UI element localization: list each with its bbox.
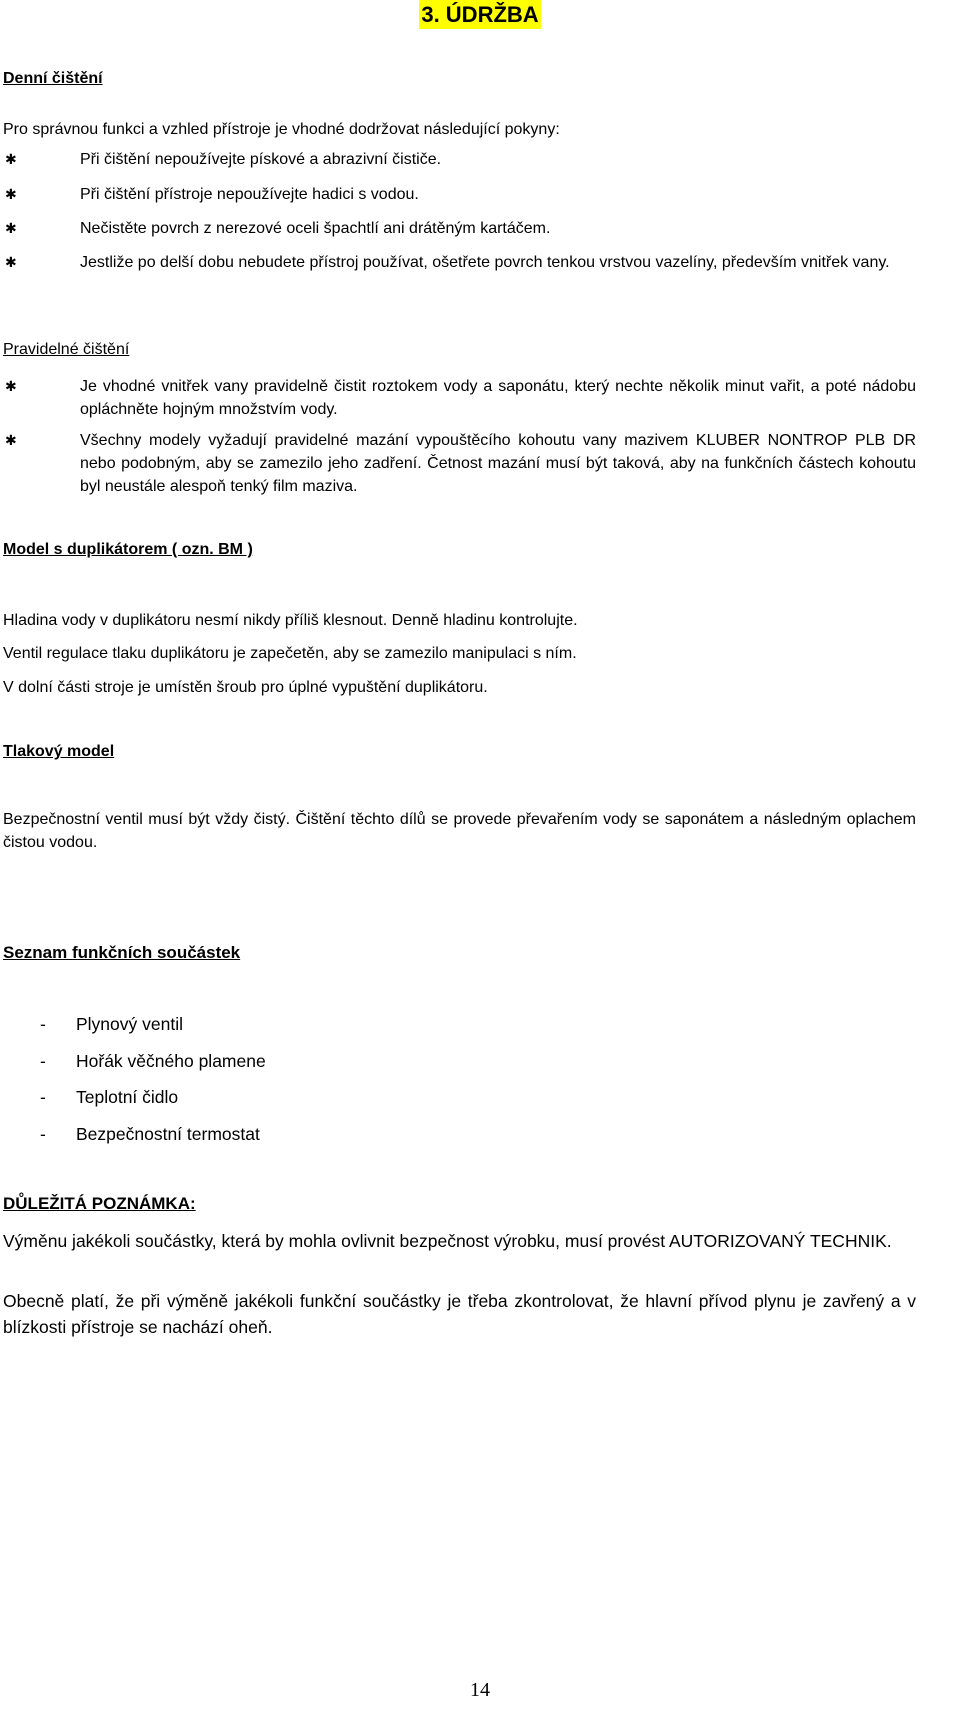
note-paragraph: Obecně platí, že při výměně jakékoli funkční součástky je třeba zkontrolovat, že hlavní přívod plynu je zavřený a v blízkosti přístroje se nachází oheň. — [3, 1291, 916, 1337]
bullet-star-icon: ✱ — [5, 254, 17, 270]
pressure-text: Bezpečnostní ventil musí být vždy čistý. Čištění těchto dílů se provede převařením vody se saponátem a následným oplachem čistou vodou. — [3, 811, 916, 851]
list-item: ✱ Všechny modely vyžadují pravidelné mazání vypouštěcího kohoutu vany mazivem KLUBER NONTROP PLB DR nebo podobným, aby se zamezilo jeho zadření. Četnost mazání musí být taková, aby na funkčních částech kohoutu byl neustále alespoň tenký film maziva. — [3, 429, 916, 498]
section-heading-daily: Denní čištění — [3, 70, 103, 87]
page-number: 14 — [470, 1679, 490, 1701]
duplicator-line: V dolní části stroje je umístěn šroub pro úplné vypuštění duplikátoru. — [3, 679, 488, 696]
section-heading-pressure: Tlakový model — [3, 743, 115, 760]
page-title — [0, 2, 960, 28]
list-item: - Plynový ventil — [40, 1014, 183, 1034]
bullet-star-icon: ✱ — [5, 151, 17, 167]
note-paragraph: Výměnu jakékoli součástky, která by mohla ovlivnit bezpečnost výrobku, musí provést AUTORIZOVANÝ TECHNIK. — [3, 1231, 892, 1251]
duplicator-line: Ventil regulace tlaku duplikátoru je zapečetěn, aby se zamezilo manipulaci s ním. — [3, 645, 577, 662]
duplicator-line: Hladina vody v duplikátoru nesmí nikdy příliš klesnout. Denně hladinu kontrolujte. — [3, 612, 578, 629]
section-heading-parts: Seznam funkčních součástek — [3, 943, 241, 962]
list-item: ✱ Při čištění nepoužívejte pískové a abrazivní čističe. — [3, 148, 916, 171]
section-heading-note: DŮLEŽITÁ POZNÁMKA: — [3, 1194, 196, 1213]
list-item: ✱ Při čištění přístroje nepoužívejte hadici s vodou. — [3, 183, 916, 206]
list-item: - Bezpečnostní termostat — [40, 1124, 260, 1144]
list-item: ✱ Je vhodné vnitřek vany pravidelně čistit roztokem vody a saponátu, který nechte několik minut vařit, a poté nádobu opláchněte hojným množstvím vody. — [3, 375, 916, 421]
bullet-star-icon: ✱ — [5, 186, 17, 202]
bullet-star-icon: ✱ — [5, 220, 17, 236]
daily-intro: Pro správnou funkci a vzhled přístroje je vhodné dodržovat následující pokyny: — [3, 121, 560, 138]
bullet-star-icon: ✱ — [5, 432, 17, 448]
list-item: - Teplotní čidlo — [40, 1087, 179, 1107]
section-heading-regular: Pravidelné čištění — [3, 341, 130, 358]
page-title-text: 3. ÚDRŽBA — [421, 2, 539, 27]
list-item: ✱ Nečistěte povrch z nerezové oceli špachtlí ani drátěným kartáčem. — [3, 217, 916, 240]
list-item: - Hořák věčného plamene — [40, 1051, 266, 1071]
section-heading-duplicator: Model s duplikátorem ( ozn. BM ) — [3, 541, 253, 558]
list-item: ✱ Jestliže po delší dobu nebudete přístroj používat, ošetřete povrch tenkou vrstvou vazelíny, především vnitřek vany. — [3, 251, 916, 274]
bullet-star-icon: ✱ — [5, 378, 17, 394]
